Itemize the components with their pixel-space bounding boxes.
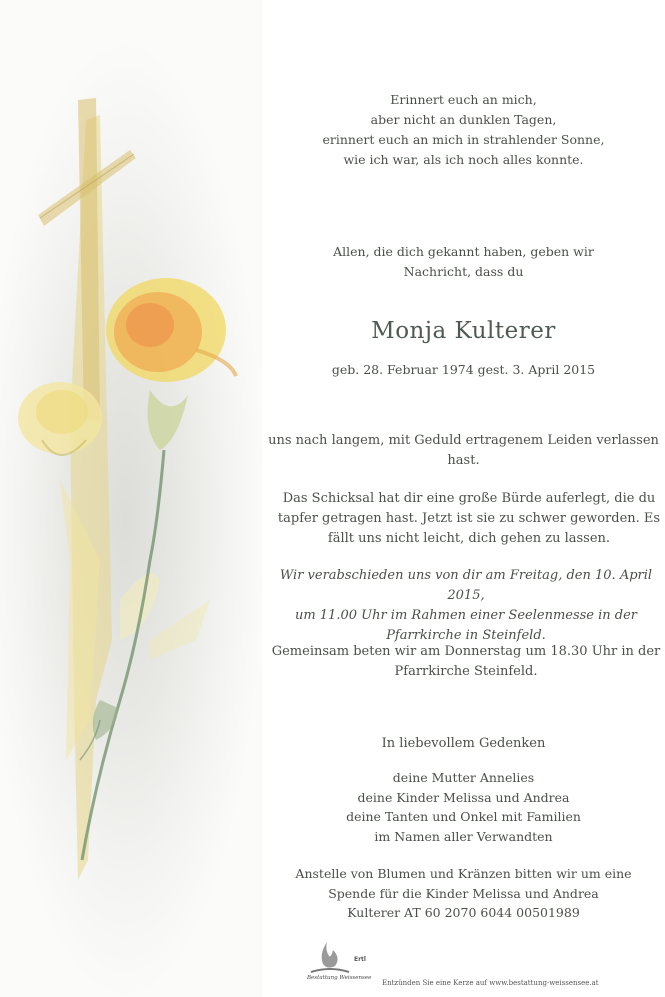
announcement-intro (262, 242, 665, 282)
watercolor-cross-roses-illustration (0, 0, 262, 997)
paragraph-line: Pfarrkirche in Steinfeld. (386, 628, 546, 643)
logo-brand-text: Bestattung Weissensee (307, 975, 372, 981)
logo-small-text: Ertl (354, 956, 366, 963)
candle-website-note[interactable]: Entzünden Sie eine Kerze auf www.bestattung-weissensee.at (382, 979, 599, 987)
intro-line: Allen, die dich gekannt haben, geben wir (333, 244, 594, 259)
paragraph-line: um 11.00 Uhr im Rahmen einer Seelenmesse in der (294, 608, 638, 623)
footer (305, 938, 635, 988)
memory-heading: In liebevollem Gedenken (381, 736, 546, 751)
paragraph-line: Pfarrkirche Steinfeld. (394, 664, 538, 679)
tribute-paragraph (274, 489, 664, 549)
candle-flame-icon (305, 938, 355, 978)
donation-request (262, 864, 665, 923)
funeral-service-paragraph (266, 566, 665, 646)
mourner-line: im Namen aller Verwandten (374, 828, 553, 844)
cross-and-roses-drawing (0, 0, 262, 997)
intro-line: Nachricht, dass du (403, 264, 524, 279)
donation-line: Anstelle von Blumen und Kränzen bitten wir um eine (295, 866, 632, 881)
paragraph-line: uns nach langem, mit Geduld ertragenem Leiden verlassen (268, 433, 659, 448)
mourners-list (262, 768, 665, 846)
mourner-line: deine Tanten und Onkel mit Familien (346, 809, 581, 824)
birth-death-dates: geb. 28. Februar 1974 gest. 3. April 2015 (331, 362, 596, 377)
paragraph-line: tapfer getragen hast. Jetzt ist sie zu schwer geworden. Es (277, 511, 661, 526)
funeral-home-logo (305, 938, 377, 988)
paragraph-line: Gemeinsam beten wir am Donnerstag um 18.30 Uhr in der (271, 644, 661, 659)
mourner-line: deine Kinder Melissa und Andrea (357, 789, 570, 805)
paragraph-line: fällt uns nicht leicht, dich gehen zu lassen. (327, 531, 611, 546)
deceased-name: Monja Kulterer (371, 318, 556, 344)
poem-line: erinnert euch an mich in strahlender Sonne, (322, 132, 605, 147)
obituary-text (262, 0, 665, 997)
prayer-paragraph (266, 642, 665, 682)
mourner-line: deine Mutter Annelies (392, 770, 535, 785)
paragraph-line: hast. (447, 453, 480, 468)
bank-account-line: Kulterer AT 60 2070 6044 00501989 (347, 905, 580, 920)
memorial-poem (262, 90, 665, 170)
paragraph-line: Wir verabschieden uns von dir am Freitag, den 10. April 2015, (279, 568, 653, 603)
poem-line: Erinnert euch an mich, (390, 92, 537, 107)
donation-line: Spende für die Kinder Melissa und Andrea (328, 885, 599, 901)
poem-line: aber nicht an dunklen Tagen, (370, 112, 557, 127)
passing-paragraph (262, 431, 665, 471)
paragraph-line: Das Schicksal hat dir eine große Bürde auferlegt, die du (282, 491, 656, 506)
poem-line: wie ich war, als ich noch alles konnte. (343, 152, 584, 167)
